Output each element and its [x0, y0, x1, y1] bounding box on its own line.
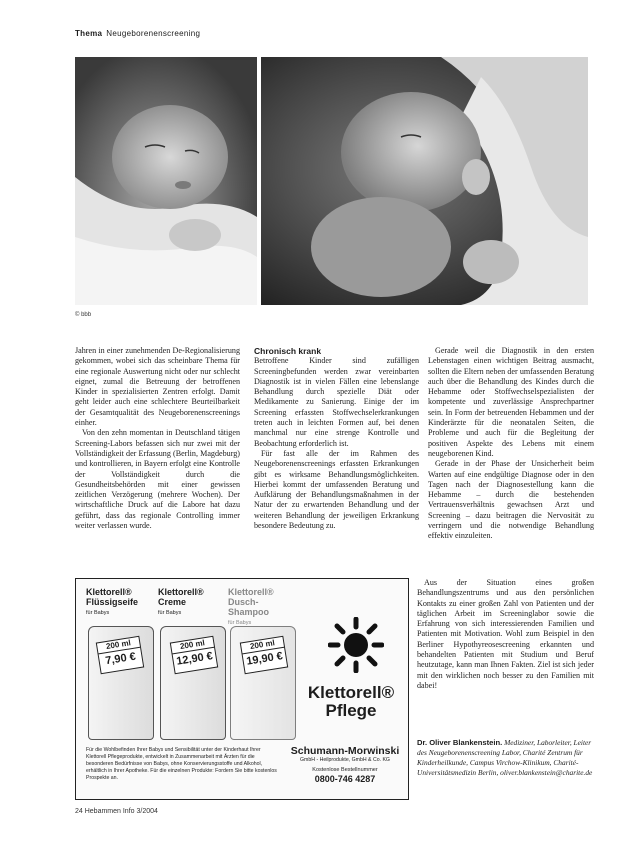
- paragraph: Gerade in der Phase der Unsicherheit beim Warten auf eine endgültige Diagnose oder in den Tagen nach der Diagnosestellung kann die Hebamme – durch die bestehenden Vertrauensverhältnis gewachsen Arzt und Screening – dazu beitragen die Nervosität zu verringern und die notwendige Behandlung effektiv einzuleiten.: [428, 459, 594, 541]
- price-tag-3: [240, 636, 288, 674]
- section-label: Thema: [75, 29, 103, 38]
- price-tag-price: 19,90 €: [245, 650, 284, 668]
- article-column-3: [428, 346, 594, 542]
- ad-brand-name: Klettorell®: [307, 683, 395, 702]
- author-description: Mediziner, Laborleiter, Leiter des Neugeborenenscreening Labor, Charité Zentrum für Kinderheilkunde, Campus Virchow-Klinikum, Charité-Universitätsmedizin Berlin, oliver.blankenstein@charite.de: [417, 738, 593, 777]
- advertisement: [75, 578, 409, 800]
- baby-photo-right: [261, 57, 588, 305]
- page-footer: 24 Hebammen Info 3/2004: [75, 808, 158, 815]
- ad-product-2: [158, 587, 226, 618]
- article-column-1: [75, 346, 240, 531]
- price-tag-price: 7,90 €: [104, 650, 137, 668]
- paragraph: Von den zehn momentan in Deutschland tätigen Screening-Labors befassen sich nur zwei mit der Vollständigkeit der Erfassung (Berlin, Magdeburg) und kontrollieren, in Bayern erfolgt eine Kontrolle der Vollständigkeit durch die Gesundheitsbehörden mit einer gewissen zeitlichen Verzögerung (mehrere Wochen). Der wirtschaftliche Druck auf die Labore hat dazu geführt, dass das regionale Controlling immer weiter verlassen wurde.: [75, 428, 240, 531]
- hotline-label: Kostenlose Bestellnummer: [312, 767, 378, 773]
- ad-company-block: [289, 745, 401, 785]
- section-topic: Neugeborenenscreening: [106, 29, 201, 38]
- ad-product-3: [228, 587, 296, 628]
- article-column-3-continued: [417, 578, 594, 691]
- baby-photo-left: [75, 57, 257, 305]
- product-brand: Klettorell®: [86, 587, 132, 597]
- company-name: Schumann-Morwinski: [290, 745, 400, 757]
- photo-credit: © bbb: [75, 312, 92, 318]
- paragraph: Für fast alle der im Rahmen des Neugeborenenscreenings erfassten Erkrankungen gibt es wirksame Behandlungsmöglichkeiten. Hierbei kommt der umfassenden Beratung und Aufklärung der Behandlungsmaßnahmen in der Natur der zu erwartenden Behandlung und der weiteren Behandlung der jeweiligen Erkrankung besondere Bedeutung zu.: [254, 448, 419, 531]
- hotline-number: 0800-746 4287: [314, 774, 376, 784]
- paragraph: Gerade weil die Diagnostik in den ersten Lebenstagen einen wichtigen Beitrag ausmacht, sollten die Eltern neben der umfassenden Beratung auch über die Behandlung des Kindes durch die Hebamme oder Stoffwechselspezialisten der kompetente und zuverlässige Ansprechpartner sein. In Form der betreuenden Hebammen und der Kinderärzte für die neonatalen Seiten, die Probleme und auch für die Begleitung der positiven Aspekte des Lebens mit einem neugeborenen Kind.: [428, 346, 594, 458]
- paragraph: Betroffene Kinder sind zufälligen Screeningbefunden werden zwar vereinbarten Diagnostik ist in vielen Fällen eine lebenslange Behandlung durch spezielle Diät oder Medikamente zu Sanierung. Einige der im Screening erfassten Stoffwechselerkrankungen treten auch in leichten Formen auf, bei denen manchmal nur eine strenge Kontrolle und Beobachtung erforderlich ist.: [254, 356, 419, 448]
- section-heading: Chronisch krank: [254, 346, 322, 356]
- ad-product-1: [86, 587, 154, 618]
- sun-logo-icon: [328, 617, 384, 673]
- product-name: Creme: [158, 597, 187, 607]
- price-tag-volume: 200 ml: [97, 637, 140, 654]
- price-tag-1: [96, 636, 144, 674]
- product-sub: für Babys: [86, 610, 110, 616]
- article-column-2: [254, 346, 419, 531]
- product-sub: für Babys: [158, 610, 182, 616]
- product-brand: Klettorell®: [228, 587, 274, 597]
- page-header: [75, 29, 200, 38]
- ad-brand-line: Pflege: [325, 701, 377, 720]
- price-tag-price: 12,90 €: [175, 650, 214, 668]
- price-tag-volume: 200 ml: [241, 637, 284, 654]
- product-sub: für Babys: [228, 620, 252, 626]
- ad-brand: [301, 684, 401, 720]
- price-tag-2: [170, 636, 218, 674]
- author-name: Dr. Oliver Blankenstein.: [417, 738, 503, 747]
- product-brand: Klettorell®: [158, 587, 204, 597]
- product-name: Dusch-Shampoo: [228, 597, 270, 617]
- ad-description: Für die Wohlbefinden Ihrer Babys und Sensibilität unter der Kinderhaut Ihrer Klettorell Pflegeprodukte, entwickelt in Zusammenarbeit mit Ärzten für die besonderen Bedürfnisse von Babys, ohne Konservierungsstoffe und Alkohol, erhältlich in Ihrer Apotheke. Für die einzelnen Produkte: Fordern Sie bitte kostenlos Prospekte an.: [86, 747, 277, 781]
- paragraph: Aus der Situation eines großen Behandlungszentrums und aus den persönlichen Kontakts zu einer großen Zahl von Patienten und der täglichen Arbeit im Screeninglabor sowie die Erfahrung von sich interessierenden Familien und Patienten mit Motivation. Wohl zum Beispiel in den Berliner Hypothyreosescreening erkannten und behandelten Patienten mit Studium und Beruf heutzutage, kann man Ihnen Fakten. Ziel ist sich jeder mit den wirklichen noch besser zu den Familien mit dabei!: [417, 578, 594, 690]
- price-tag-volume: 200 ml: [171, 637, 214, 654]
- company-subline: GmbH - Heilprodukte, GmbH & Co. KG: [300, 757, 390, 763]
- paragraph: Jahren in einer zunehmenden De-Regionalisierung gekommen, wobei sich das scheinbare Thema für eine regionale Auswertung nicht oder nur schlecht eignet, zumal die Betreuung der betroffenen Kinder in spezialisierten Zentren erfolgt. Damit geht leider auch eine schlechtere Beurteilbarkeit der Gesamtqualität des Neugeborenenscreenings einher.: [75, 346, 240, 428]
- author-bio: [417, 738, 594, 778]
- product-name: Flüssigseife: [86, 597, 139, 607]
